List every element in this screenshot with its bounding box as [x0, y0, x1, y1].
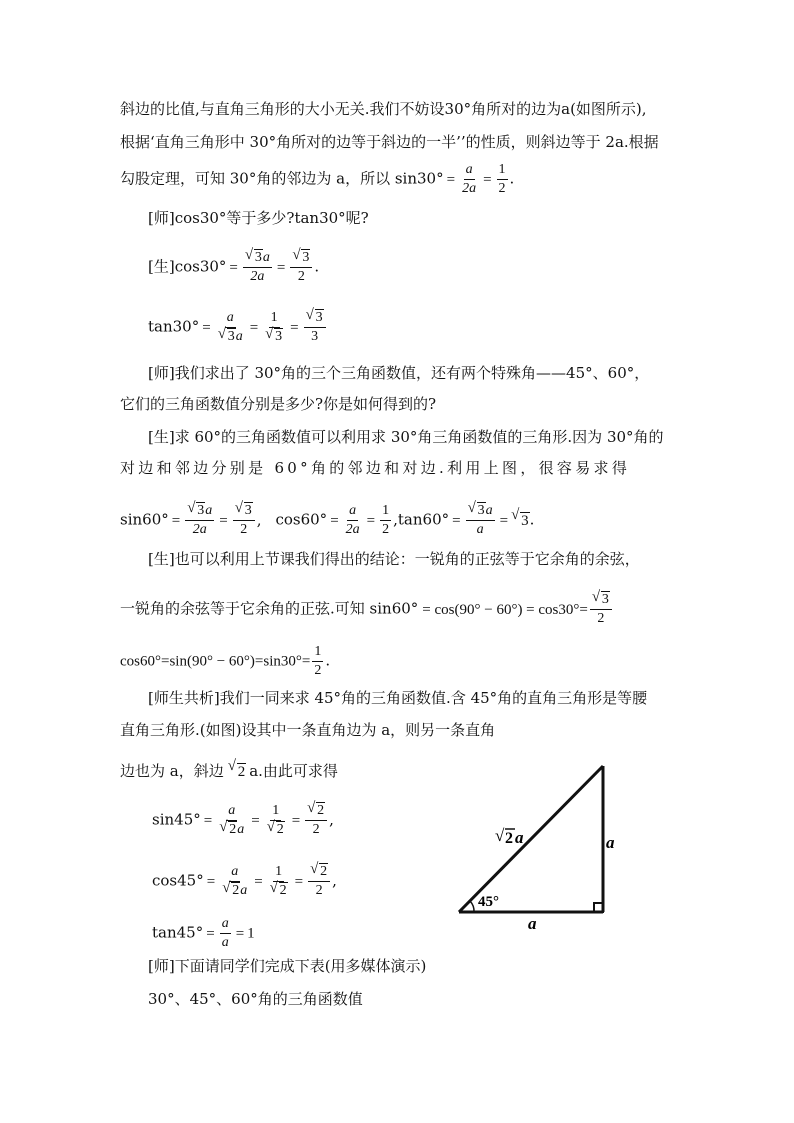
denominator: 2 [498, 181, 506, 196]
denominator: 2 [597, 611, 605, 626]
comma: , [329, 810, 334, 829]
denominator: 3 [311, 329, 319, 344]
numerator: 1 [380, 503, 391, 521]
equals: = [219, 512, 228, 529]
denominator: 2a [192, 522, 207, 537]
denominator: 2 [240, 522, 248, 537]
radical-sign: √ [305, 307, 314, 323]
equals: = [171, 512, 181, 529]
comma: , [332, 871, 337, 890]
equation: = cos(90° − 60°) = cos30°= [422, 601, 588, 618]
equals: = [499, 512, 509, 529]
radical-sign: √ [244, 247, 254, 263]
equals: = [235, 925, 245, 942]
radical-sign: √ [227, 758, 236, 774]
text: [生]也可以利用上节课我们得出的结论：一锐角的正弦等于它余角的余弦， [148, 550, 640, 568]
hypotenuse-radical-sign: √ [495, 826, 505, 845]
equals: = [366, 512, 376, 529]
radicand: 2 [229, 822, 237, 837]
numerator: 1 [273, 864, 284, 882]
period: . [509, 169, 515, 188]
variable: a [235, 329, 243, 344]
radical-sign: √ [217, 326, 226, 342]
radicand: 3 [315, 310, 323, 325]
equals: = [251, 812, 260, 829]
radicand: 3 [302, 250, 310, 265]
text: 对边和邻边分别是 60°角的邻边和对边.利用上图，很容易求得 [120, 459, 631, 477]
denominator: 2 [297, 269, 305, 284]
numerator: a [225, 310, 236, 328]
radical-sign: √ [591, 589, 601, 605]
radicand: 3 [477, 503, 485, 518]
text: 一锐角的余弦等于它余角的正弦.可知 sin60° [120, 599, 419, 618]
radicand: 3 [254, 250, 262, 265]
text: sin60° [120, 510, 169, 529]
radicand: 2 [279, 883, 287, 898]
text: tan45° [152, 923, 204, 942]
radical-sign: √ [511, 506, 520, 523]
equals: = [206, 873, 216, 890]
radical-sign: √ [307, 800, 316, 816]
radical-sign: √ [187, 500, 196, 516]
base-label: a [528, 914, 537, 933]
text: 斜边的比值,与直角三角形的大小无关.我们不妨设30°角所对的边为a(如图所示), [120, 100, 647, 118]
equals: = [203, 812, 213, 829]
period: . [314, 257, 320, 276]
period: . [325, 651, 331, 670]
radicand: 3 [197, 503, 205, 518]
variable: a [240, 883, 248, 898]
text: cos45° [152, 871, 204, 890]
radicand: 3 [601, 592, 609, 607]
angle-label: 45° [478, 894, 499, 910]
radical-sign: √ [467, 500, 476, 516]
text: [生]求 60°的三角函数值可以利用求 30°角三角函数值的三角形.因为 30°角的 [148, 428, 664, 446]
variable: a [237, 822, 245, 837]
value: 1 [247, 925, 255, 942]
radicand: 2 [237, 764, 246, 780]
equals: = [276, 259, 286, 276]
numerator: a [229, 864, 240, 882]
text: a.由此可求得 [249, 762, 338, 780]
numerator: 1 [312, 644, 323, 662]
comma: , [256, 510, 262, 529]
equals: = [254, 873, 263, 890]
equals: = [206, 925, 215, 942]
text: cos60° [275, 510, 328, 529]
denominator: a [221, 935, 229, 950]
hypotenuse-variable: a [515, 828, 524, 847]
text: [生]cos30° [148, 257, 227, 276]
numerator: 1 [269, 310, 280, 328]
equals: = [202, 319, 211, 336]
radical-sign: √ [234, 500, 243, 516]
denominator: 2 [315, 883, 323, 898]
radical-sign: √ [265, 326, 274, 342]
text: [师]下面请同学们完成下表(用多媒体演示) [148, 957, 427, 975]
text: [师]我们求出了 30°角的三个三角函数值，还有两个特殊角——45°、60°， [148, 364, 650, 382]
denominator: 2 [382, 522, 390, 537]
hypotenuse [459, 766, 603, 912]
radical-sign: √ [310, 861, 319, 877]
numerator: 1 [497, 162, 508, 180]
text: 直角三角形.(如图)设其中一条直角边为 a，则另一条直角 [120, 721, 496, 739]
text: [师生共析]我们一同来求 45°角的三角函数值.含 45°角的直角三角形是等腰 [148, 689, 648, 707]
denominator: 2 [312, 822, 320, 837]
text: 勾股定理，可知 30°角的邻边为 a，所以 sin30° [120, 169, 444, 188]
equals: = [452, 512, 461, 529]
numerator: a [464, 162, 475, 180]
hypotenuse-radicand: 2 [505, 830, 513, 847]
radical-sign: √ [219, 819, 228, 835]
equals: = [249, 319, 259, 336]
equals: = [294, 873, 304, 890]
text: ,tan60° [393, 510, 450, 529]
radical-sign: √ [269, 880, 278, 896]
denominator: 2 [314, 663, 322, 678]
variable: a [485, 503, 493, 518]
text: 30°、45°、60°角的三角函数值 [148, 990, 363, 1008]
denominator: 2a [462, 181, 477, 196]
numerator: a [220, 916, 231, 934]
equals: = [330, 512, 339, 529]
radicand: 3 [521, 512, 529, 529]
numerator: a [226, 803, 237, 821]
text: [师]cos30°等于多少?tan30°呢? [148, 209, 369, 227]
angle-arc [470, 901, 474, 912]
text: 根据‘直角三角形中 30°角所对的边等于斜边的一半’’的性质，则斜边等于 2a.根据 [120, 133, 659, 151]
variable: a [262, 250, 270, 265]
denominator: a [476, 522, 484, 537]
radicand: 3 [275, 329, 283, 344]
denominator: 2a [345, 522, 360, 537]
variable: a [205, 503, 213, 518]
equation: cos60°=sin(90° − 60°)=sin30°= [120, 653, 311, 670]
text: sin45° [152, 810, 201, 829]
radical-sign: √ [266, 819, 275, 835]
equals: = [483, 171, 492, 188]
radical-sign: √ [222, 880, 231, 896]
radical-sign: √ [292, 247, 301, 263]
numerator: a [347, 503, 358, 521]
radicand: 2 [320, 864, 328, 879]
text: 它们的三角函数值分别是多少?你是如何得到的? [120, 395, 437, 413]
side-label: a [606, 833, 615, 852]
radicand: 2 [317, 803, 325, 818]
radicand: 2 [232, 883, 240, 898]
denominator: 2a [250, 269, 265, 284]
equals: = [446, 171, 456, 188]
equals: = [290, 319, 299, 336]
text: tan30° [148, 317, 200, 336]
period: . [529, 510, 535, 529]
numerator: 1 [270, 803, 281, 821]
equals: = [229, 259, 238, 276]
radicand: 3 [227, 329, 235, 344]
radicand: 2 [276, 822, 284, 837]
text: 边也为 a，斜边 [120, 762, 224, 780]
equals: = [291, 812, 301, 829]
radicand: 3 [244, 503, 252, 518]
